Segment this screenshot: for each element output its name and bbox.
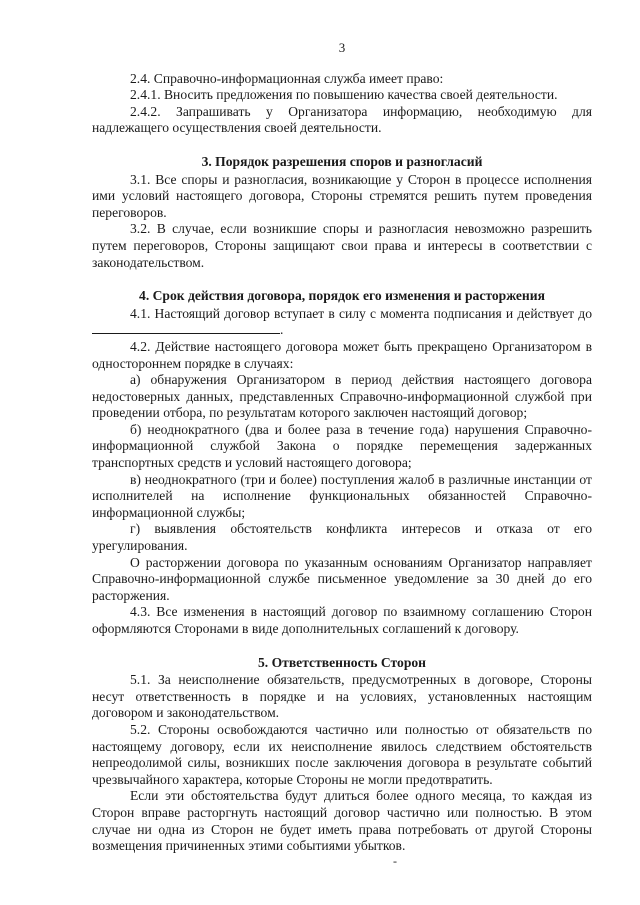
date-blank-line (92, 322, 280, 334)
paragraph-4-3: 4.3. Все изменения в настоящий договор по взаимному соглашению Сторон оформляются Сторонами в виде дополнительных соглашений к договору. (92, 604, 592, 636)
page-number: 3 (338, 40, 346, 55)
paragraph-2-4-2: 2.4.2. Запрашивать у Организатора информацию, необходимую для надлежащего осуществления своей деятельности. (92, 103, 592, 136)
paragraph-5-extra: Если эти обстоятельства будут длиться более одного месяца, то каждая из Сторон вправе расторгнуть настоящий договор частично или полностью. В этом случае ни одна из Сторон не будет иметь права потребовать от другой Стороны возмещения причиненных этими событиями убытков. (92, 788, 592, 854)
paragraph-5-1: 5.1. За неисполнение обязательств, предусмотренных в договоре, Стороны несут ответственность в порядке и на условиях, установленных настоящим договором и законодательством. (92, 672, 592, 721)
list-item-g: г) выявления обстоятельств конфликта интересов и отказа от его урегулирования. (92, 521, 592, 554)
paragraph-3-1: 3.1. Все споры и разногласия, возникающие у Сторон в процессе исполнения ими условий настоящего договора, Стороны стремятся решить путем проведения переговоров. (92, 171, 592, 220)
paragraph-3-2: 3.2. В случае, если возникшие споры и разногласия невозможно разрешить путем переговоров, Стороны защищают свои права и интересы в соответствии с законодательством. (92, 221, 592, 270)
paragraph-5-2: 5.2. Стороны освобождаются частично или полностью от обязательств по настоящему договору, если их неисполнение явилось следствием обстоятельств непреодолимой силы, возникших после заключения договора в результате событий чрезвычайного характера, которые Стороны не могли предотвратить. (92, 721, 592, 787)
paragraph-2-4: 2.4. Справочно-информационная служба имеет право: (130, 70, 444, 86)
section-3-title: 3. Порядок разрешения споров и разногласий (201, 153, 483, 169)
termination-notice: О расторжении договора по указанным основаниям Организатор направляет Справочно-информационной службе письменное уведомление за 30 дней до его расторжения. (92, 554, 592, 603)
list-item-a: а) обнаружения Организатором в период действия настоящего договора недостоверных данных, представленных Справочно-информационной службой при проведении отбора, по результатам которого заключен настоящий договор; (92, 372, 592, 421)
paragraph-4-1 (92, 306, 592, 339)
paragraph-4-1-end: . (280, 322, 284, 338)
section-5-title: 5. Ответственность Сторон (257, 654, 427, 670)
paragraph-4-1-text: 4.1. Настоящий договор вступает в силу с момента подписания и действует до (130, 305, 592, 321)
list-item-v: в) неоднократного (три и более) поступления жалоб в различные инстанции от исполнителей на исполнение функциональных обязанностей Справочно-информационной службы; (92, 471, 592, 520)
section-4-title: 4. Срок действия договора, порядок его изменения и расторжения (139, 288, 545, 304)
paragraph-4-2: 4.2. Действие настоящего договора может быть прекращено Организатором в одностороннем порядке в случаях: (92, 338, 592, 371)
paragraph-2-4-1: 2.4.1. Вносить предложения по повышению качества своей деятельности. (130, 87, 558, 103)
list-item-b: б) неоднократного (два и более раза в течение года) нарушения Справочно-информационной службой Закона о порядке перемещения задержанных транспортных средств и условий настоящего договора; (92, 421, 592, 471)
footer-mark: - (393, 854, 397, 868)
